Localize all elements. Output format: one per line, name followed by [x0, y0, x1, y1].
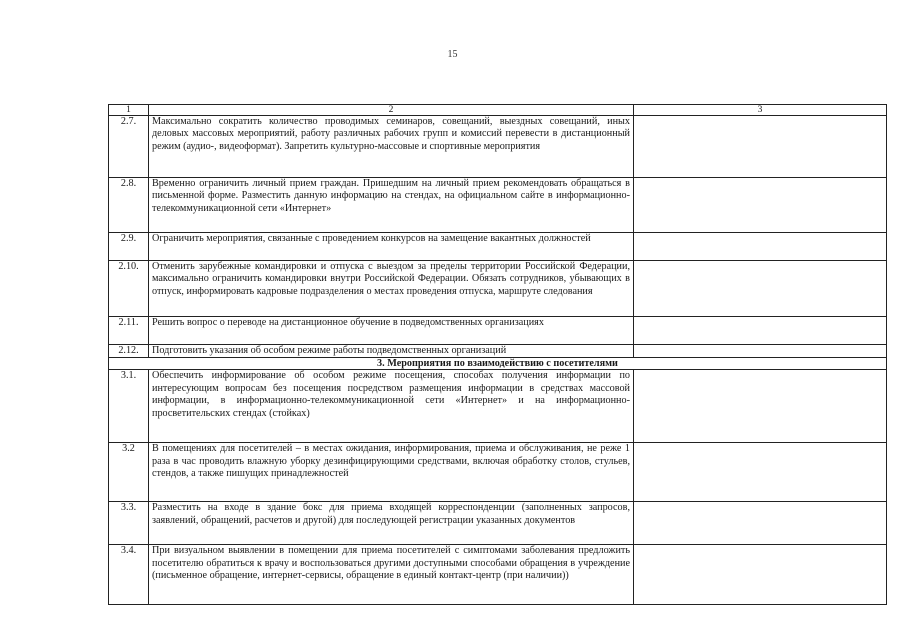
section-heading-row — [109, 358, 887, 370]
item-number: 3.1. — [109, 370, 149, 443]
header-cell-3: 3 — [634, 105, 887, 116]
item-number: 2.10. — [109, 261, 149, 317]
item-number: 3.3. — [109, 502, 149, 545]
item-note — [634, 545, 887, 605]
table-row — [109, 502, 887, 545]
table-row — [109, 178, 887, 233]
item-note — [634, 317, 887, 345]
item-text: Решить вопрос о переводе на дистанционное обучение в подведомственных организациях — [149, 317, 634, 345]
page-number: 15 — [447, 49, 458, 60]
item-note — [634, 178, 887, 233]
table-row — [109, 317, 887, 345]
item-text: Обеспечить информирование об особом режиме посещения, способах получения информации по интересующим вопросам без посещения посредством размещения информации в средствах массовой информации, в информационно-телекоммуникационной сети «Интернет» и на информационно-просветительских стендах (стойках) — [149, 370, 634, 443]
item-number: 2.7. — [109, 116, 149, 178]
item-number: 2.9. — [109, 233, 149, 261]
item-text: В помещениях для посетителей – в местах ожидания, информирования, приема и обслуживания, не реже 1 раза в час проводить влажную уборку дезинфицирующими средствами, включая обработку столов, стульев, стендов, а также пишущих принадлежностей — [149, 443, 634, 502]
section-title: 3. Мероприятия по взаимодействию с посетителями — [109, 358, 887, 370]
measures-table — [108, 104, 887, 605]
table-row — [109, 116, 887, 178]
item-number: 2.11. — [109, 317, 149, 345]
item-text: Отменить зарубежные командировки и отпуска с выездом за пределы территории Российской Федерации, максимально ограничить командировки внутри Российской Федерации. Обязать сотрудников, убывающих в отпуск, информировать кадровые подразделения о местах проведения отпуска, маршруте следования — [149, 261, 634, 317]
item-number: 2.12. — [109, 345, 149, 358]
table-row — [109, 443, 887, 502]
table-row — [109, 345, 887, 358]
item-text: Временно ограничить личный прием граждан. Пришедшим на личный прием рекомендовать обращаться в письменной форме. Разместить данную информацию на стендах, на официальном сайте в информационно-телекоммуникационной сети «Интернет» — [149, 178, 634, 233]
item-note — [634, 233, 887, 261]
item-number: 2.8. — [109, 178, 149, 233]
item-note — [634, 116, 887, 178]
item-note — [634, 261, 887, 317]
table-row — [109, 233, 887, 261]
item-note — [634, 345, 887, 358]
header-cell-1: 1 — [109, 105, 149, 116]
table-row — [109, 545, 887, 605]
item-note — [634, 370, 887, 443]
item-text: Подготовить указания об особом режиме работы подведомственных организаций — [149, 345, 634, 358]
item-text: Разместить на входе в здание бокс для приема входящей корреспонденции (заполненных запросов, заявлений, обращений, расчетов и другой) для последующей регистрации указанных документов — [149, 502, 634, 545]
header-cell-2: 2 — [149, 105, 634, 116]
item-note — [634, 443, 887, 502]
item-number: 3.2 — [109, 443, 149, 502]
table-header-row — [109, 105, 887, 116]
item-text: Максимально сократить количество проводимых семинаров, совещаний, выездных совещаний, иных деловых массовых мероприятий, работу различных рабочих групп и комиссий перевести в дистанционный режим (аудио-, видеоформат). Запретить культурно-массовые и спортивные мероприятия — [149, 116, 634, 178]
table-row — [109, 370, 887, 443]
item-number: 3.4. — [109, 545, 149, 605]
item-note — [634, 502, 887, 545]
item-text: При визуальном выявлении в помещении для приема посетителей с симптомами заболевания предложить посетителю обратиться к врачу и воспользоваться другими доступными способами обращения в учреждение (письменное обращение, интернет-сервисы, обращение в единый контакт-центр (при наличии)) — [149, 545, 634, 605]
item-text: Ограничить мероприятия, связанные с проведением конкурсов на замещение вакантных должностей — [149, 233, 634, 261]
table-row — [109, 261, 887, 317]
